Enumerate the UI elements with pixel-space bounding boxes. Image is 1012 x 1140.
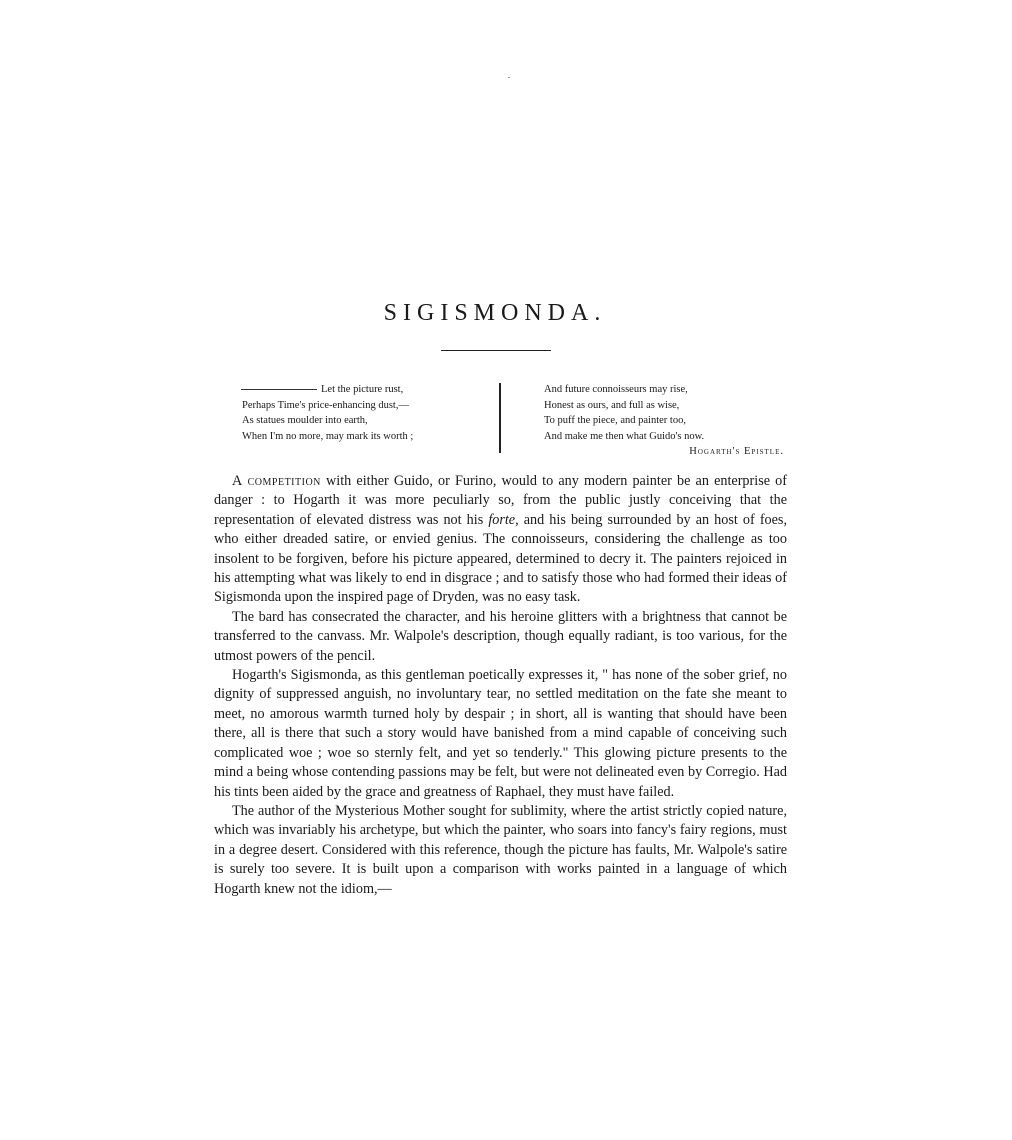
epigraph-line: Perhaps Time's price-enhancing dust,—: [242, 399, 409, 411]
epigraph-left: [232, 382, 487, 444]
epigraph-line: To puff the piece, and painter too,: [544, 415, 686, 426]
page-title: SIGISMONDA.: [383, 300, 607, 326]
epigraph-line: Let the picture rust,: [232, 382, 487, 398]
lead-words: A competition: [232, 473, 321, 489]
body-text: [214, 472, 787, 899]
epigraph-line: And future connoisseurs may rise,: [544, 384, 688, 395]
paragraph: The bard has consecrated the character, and his heroine glitters with a brightness that cannot be transferred to the canvass. Mr. Walpole's description, though equally radiant, is too various, for the utmost powers of the pencil.: [214, 608, 787, 664]
italic-word: forte,: [488, 511, 519, 528]
paragraph: A competition with either Guido, or Furino, would to any modern painter be an enterprise of danger : to Hogarth it was more peculiarly so, from the public justly conceiving that the representation of elevated distress was not his forte, and his being surrounded by an host of foes, who either dreaded satire, or envied genius. The connoisseurs, considering the challenge as too insolent to be forgiven, before his picture appeared, determined to decry it. The painters rejoiced in his attempting what was likely to end in disgrace ; and to satisfy those who had formed their ideas of Sigismonda upon the inspired page of Dryden, was no easy task.: [214, 473, 787, 606]
epigraph-attribution: Hogarth's Epistle.: [689, 446, 784, 457]
title-rule: [441, 350, 551, 351]
epigraph-line: As statues moulder into earth,: [242, 415, 368, 426]
paragraph: The author of the Mysterious Mother sought for sublimity, where the artist strictly copied nature, which was invariably his archetype, but which the painter, who soars into fancy's fairy regions, must in a degree desert. Considered with this reference, though the picture has faults, Mr. Walpole's satire is surely too severe. It is built upon a comparison with works painted in a language of which Hogarth knew not the idiom,—: [214, 802, 787, 897]
epigraph-line: And make me then what Guido's now.: [544, 430, 705, 442]
epigraph-right: [544, 382, 804, 460]
epigraph-divider: [499, 383, 501, 453]
print-speck: [508, 77, 510, 78]
epigraph-line: Honest as ours, and full as wise,: [544, 399, 680, 411]
dash-rule: [241, 389, 317, 390]
paragraph: Hogarth's Sigismonda, as this gentleman poetically expresses it, " has none of the sober grief, no dignity of suppressed anguish, no involuntary tear, no settled meditation on the fate she meant to meet, no amorous warmth turned holy by despair ; in short, all is wanting that should have been there, all is there that such a story would have banished from a mind capable of conceiving such complicated woe ; woe so sternly felt, and yet so tenderly." This glowing picture presents to the mind a being whose contending passions may be felt, but were not delineated even by Corregio. Had his tints been aided by the grace and greatness of Raphael, they must have failed.: [214, 667, 787, 800]
epigraph-line: When I'm no more, may mark its worth ;: [242, 430, 414, 442]
